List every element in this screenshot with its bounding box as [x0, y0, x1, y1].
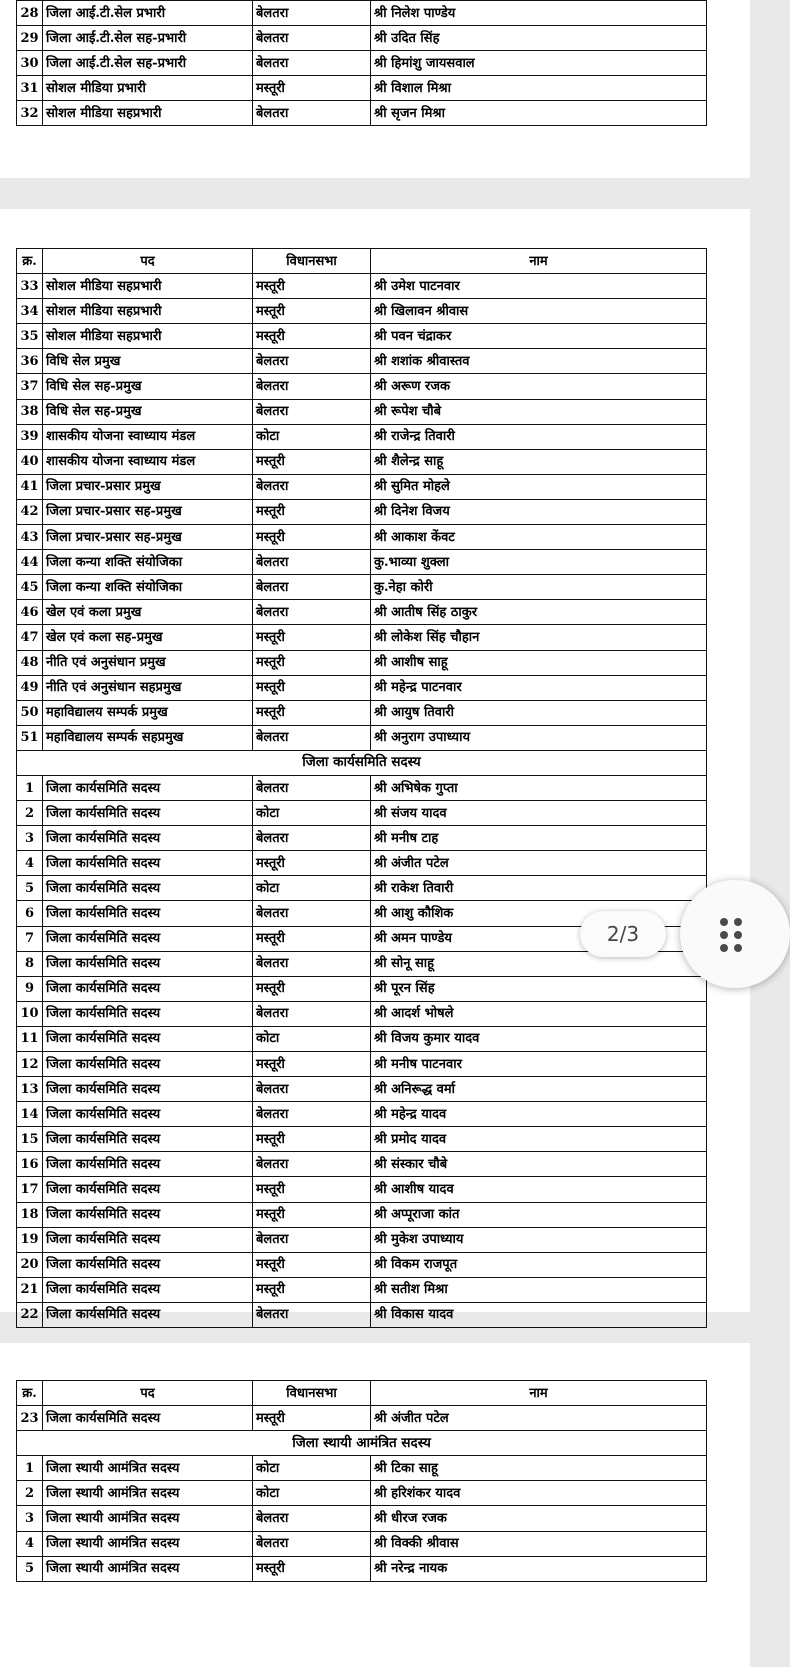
cell-post: जिला कार्यसमिति सदस्य [43, 1277, 253, 1302]
cell-num: 39 [17, 424, 43, 449]
cell-post: जिला कार्यसमिति सदस्य [43, 876, 253, 901]
table-row [17, 575, 707, 600]
table-row [17, 51, 707, 76]
cell-constituency: कोटा [253, 801, 371, 826]
table-row [17, 550, 707, 575]
cell-name: श्री पवन चंद्राकर [371, 324, 707, 349]
cell-num: 10 [17, 1001, 43, 1026]
cell-constituency: मस्तूरी [253, 1277, 371, 1302]
cell-name: श्री प्रमोद यादव [371, 1127, 707, 1152]
cell-num: 50 [17, 700, 43, 725]
table-row [17, 374, 707, 399]
cell-name: श्री आकाश केंवट [371, 525, 707, 550]
cell-num: 30 [17, 51, 43, 76]
cell-num: 41 [17, 474, 43, 499]
section-row-executive [17, 750, 707, 775]
cell-name: श्री हिमांशु जायसवाल [371, 51, 707, 76]
cell-post: जिला कार्यसमिति सदस्य [43, 1077, 253, 1102]
cell-post: जिला कार्यसमिति सदस्य [43, 951, 253, 976]
section-row-invited [17, 1431, 707, 1456]
cell-num: 33 [17, 274, 43, 299]
cell-constituency: बेलतरा [253, 600, 371, 625]
table-row [17, 675, 707, 700]
cell-name: श्री दिनेश विजय [371, 499, 707, 524]
cell-constituency: मस्तूरी [253, 1052, 371, 1077]
cell-constituency: बेलतरा [253, 399, 371, 424]
cell-constituency: बेलतरा [253, 51, 371, 76]
members-table-page-1 [16, 0, 707, 126]
cell-num: 3 [17, 1506, 43, 1531]
cell-num: 47 [17, 625, 43, 650]
cell-post: खेल एवं कला सह-प्रमुख [43, 625, 253, 650]
cell-post: जिला कार्यसमिति सदस्य [43, 1152, 253, 1177]
cell-post: जिला कार्यसमिति सदस्य [43, 1202, 253, 1227]
cell-name: श्री उदित सिंह [371, 26, 707, 51]
table-row [17, 101, 707, 126]
cell-post: विधि सेल सह-प्रमुख [43, 374, 253, 399]
cell-num: 17 [17, 1177, 43, 1202]
cell-num: 3 [17, 826, 43, 851]
cell-post: महाविद्यालय सम्पर्क प्रमुख [43, 700, 253, 725]
cell-post: जिला कार्यसमिति सदस्य [43, 851, 253, 876]
table-row [17, 1481, 707, 1506]
table-row [17, 349, 707, 374]
cell-constituency: मस्तूरी [253, 650, 371, 675]
table-row [17, 1077, 707, 1102]
cell-name: श्री महेन्द्र यादव [371, 1102, 707, 1127]
cell-name: श्री अंजीत पटेल [371, 1406, 707, 1431]
cell-num: 1 [17, 1456, 43, 1481]
cell-post: जिला कार्यसमिति सदस्य [43, 1227, 253, 1252]
cell-name: श्री शशांक श्रीवास्तव [371, 349, 707, 374]
cell-post: जिला कार्यसमिति सदस्य [43, 826, 253, 851]
table-row [17, 1456, 707, 1481]
cell-post: जिला कार्यसमिति सदस्य [43, 801, 253, 826]
table-row [17, 976, 707, 1001]
cell-post: जिला कार्यसमिति सदस्य [43, 901, 253, 926]
cell-num: 44 [17, 550, 43, 575]
cell-num: 32 [17, 101, 43, 126]
table-row [17, 1127, 707, 1152]
cell-constituency: बेलतरा [253, 1077, 371, 1102]
table-row [17, 1531, 707, 1556]
cell-post: जिला आई.टी.सेल सह-प्रभारी [43, 51, 253, 76]
table-row [17, 324, 707, 349]
cell-name: श्री अप्पूराजा कांत [371, 1202, 707, 1227]
cell-name: श्री आशु कौशिक [371, 901, 707, 926]
cell-post: जिला स्थायी आमंत्रित सदस्य [43, 1506, 253, 1531]
cell-constituency: बेलतरा [253, 474, 371, 499]
cell-name: श्री पूरन सिंह [371, 976, 707, 1001]
cell-num: 36 [17, 349, 43, 374]
table-row [17, 1227, 707, 1252]
cell-name: श्री शैलेन्द्र साहू [371, 449, 707, 474]
cell-constituency: मस्तूरी [253, 625, 371, 650]
table-row [17, 1556, 707, 1581]
table-row [17, 775, 707, 800]
table-header-row [17, 249, 707, 274]
table-row [17, 725, 707, 750]
table-row [17, 700, 707, 725]
cell-name: श्री संजय यादव [371, 801, 707, 826]
cell-num: 42 [17, 499, 43, 524]
cell-num: 20 [17, 1252, 43, 1277]
cell-name: श्री विकास यादव [371, 1302, 707, 1327]
cell-constituency: बेलतरा [253, 901, 371, 926]
cell-constituency: बेलतरा [253, 1506, 371, 1531]
table-row [17, 525, 707, 550]
cell-post: शासकीय योजना स्वाध्याय मंडल [43, 424, 253, 449]
table-row [17, 274, 707, 299]
cell-constituency: बेलतरा [253, 725, 371, 750]
cell-num: 7 [17, 926, 43, 951]
cell-constituency: मस्तूरी [253, 499, 371, 524]
cell-name: श्री उमेश पाटनवार [371, 274, 707, 299]
cell-constituency: मस्तूरी [253, 1177, 371, 1202]
table-row [17, 76, 707, 101]
cell-post: जिला आई.टी.सेल सह-प्रभारी [43, 26, 253, 51]
cell-post: जिला कार्यसमिति सदस्य [43, 1026, 253, 1051]
cell-num: 6 [17, 901, 43, 926]
cell-post: विधि सेल प्रमुख [43, 349, 253, 374]
cell-num: 1 [17, 775, 43, 800]
scroll-drag-handle[interactable] [680, 880, 790, 988]
cell-num: 18 [17, 1202, 43, 1227]
table-row [17, 600, 707, 625]
cell-post: जिला प्रचार-प्रसार सह-प्रमुख [43, 499, 253, 524]
document-page-3 [0, 1343, 750, 1667]
cell-constituency: मस्तूरी [253, 851, 371, 876]
cell-post: जिला कार्यसमिति सदस्य [43, 1102, 253, 1127]
cell-num: 9 [17, 976, 43, 1001]
cell-constituency: बेलतरा [253, 26, 371, 51]
cell-name: श्री अंजीत पटेल [371, 851, 707, 876]
table-row [17, 826, 707, 851]
cell-num: 35 [17, 324, 43, 349]
cell-name: श्री रूपेश चौबे [371, 399, 707, 424]
cell-post: जिला स्थायी आमंत्रित सदस्य [43, 1531, 253, 1556]
cell-name: श्री अभिषेक गुप्ता [371, 775, 707, 800]
cell-name: श्री खिलावन श्रीवास [371, 299, 707, 324]
cell-post: सोशल मीडिया सहप्रभारी [43, 299, 253, 324]
cell-post: शासकीय योजना स्वाध्याय मंडल [43, 449, 253, 474]
table-row [17, 399, 707, 424]
cell-post: जिला कार्यसमिति सदस्य [43, 1406, 253, 1431]
cell-post: जिला कार्यसमिति सदस्य [43, 775, 253, 800]
cell-constituency: मस्तूरी [253, 274, 371, 299]
header-post: पद [43, 1381, 253, 1406]
header-num: क्र. [17, 249, 43, 274]
cell-num: 48 [17, 650, 43, 675]
cell-num: 4 [17, 1531, 43, 1556]
cell-num: 2 [17, 1481, 43, 1506]
header-num: क्र. [17, 1381, 43, 1406]
cell-name: श्री आतीष सिंह ठाकुर [371, 600, 707, 625]
cell-name: श्री अनिरूद्ध वर्मा [371, 1077, 707, 1102]
cell-name: श्री सोनू साहू [371, 951, 707, 976]
table-row [17, 1406, 707, 1431]
cell-post: सोशल मीडिया सहप्रभारी [43, 101, 253, 126]
cell-constituency: कोटा [253, 876, 371, 901]
table-row [17, 299, 707, 324]
table-row [17, 650, 707, 675]
cell-post: जिला आई.टी.सेल प्रभारी [43, 1, 253, 26]
header-constituency: विधानसभा [253, 249, 371, 274]
document-page-1 [0, 0, 750, 178]
cell-constituency: बेलतरा [253, 1302, 371, 1327]
cell-num: 8 [17, 951, 43, 976]
cell-num: 37 [17, 374, 43, 399]
cell-name: श्री सतीश मिश्रा [371, 1277, 707, 1302]
header-name: नाम [371, 1381, 707, 1406]
cell-name: श्री टिका साहू [371, 1456, 707, 1481]
table-row [17, 499, 707, 524]
cell-constituency: बेलतरा [253, 775, 371, 800]
header-post: पद [43, 249, 253, 274]
cell-post: जिला कार्यसमिति सदस्य [43, 1052, 253, 1077]
cell-name: श्री सुमित मोहले [371, 474, 707, 499]
cell-constituency: बेलतरा [253, 1, 371, 26]
cell-constituency: बेलतरा [253, 1001, 371, 1026]
cell-constituency: मस्तूरी [253, 324, 371, 349]
cell-name: श्री राकेश तिवारी [371, 876, 707, 901]
page-indicator: 2/3 [580, 911, 666, 957]
table-row [17, 474, 707, 499]
cell-constituency: बेलतरा [253, 1102, 371, 1127]
cell-name: श्री मनीष पाटनवार [371, 1052, 707, 1077]
cell-constituency: मस्तूरी [253, 700, 371, 725]
cell-name: श्री सृजन मिश्रा [371, 101, 707, 126]
cell-name: श्री आदर्श भोषले [371, 1001, 707, 1026]
cell-name: श्री लोकेश सिंह चौहान [371, 625, 707, 650]
cell-num: 5 [17, 1556, 43, 1581]
cell-post: जिला कन्या शक्ति संयोजिका [43, 550, 253, 575]
cell-name: श्री धीरज रजक [371, 1506, 707, 1531]
cell-constituency: मस्तूरी [253, 76, 371, 101]
table-row [17, 1026, 707, 1051]
header-constituency: विधानसभा [253, 1381, 371, 1406]
cell-post: नीति एवं अनुसंधान सहप्रमुख [43, 675, 253, 700]
cell-num: 21 [17, 1277, 43, 1302]
table-row [17, 449, 707, 474]
cell-num: 22 [17, 1302, 43, 1327]
cell-num: 31 [17, 76, 43, 101]
table-row [17, 26, 707, 51]
cell-constituency: बेलतरा [253, 951, 371, 976]
table-row [17, 424, 707, 449]
cell-post: सोशल मीडिया प्रभारी [43, 76, 253, 101]
cell-constituency: बेलतरा [253, 1227, 371, 1252]
document-page-2 [0, 209, 750, 1323]
cell-constituency: कोटा [253, 1026, 371, 1051]
cell-name: श्री विक्की श्रीवास [371, 1531, 707, 1556]
cell-constituency: बेलतरा [253, 575, 371, 600]
section-title-executive: जिला कार्यसमिति सदस्य [17, 750, 707, 775]
cell-post: जिला कार्यसमिति सदस्य [43, 926, 253, 951]
cell-name: श्री अमन पाण्डेय [371, 926, 707, 951]
cell-num: 51 [17, 725, 43, 750]
cell-name: श्री हरिशंकर यादव [371, 1481, 707, 1506]
cell-num: 49 [17, 675, 43, 700]
cell-constituency: कोटा [253, 1481, 371, 1506]
table-header-row [17, 1381, 707, 1406]
cell-post: जिला स्थायी आमंत्रित सदस्य [43, 1556, 253, 1581]
cell-name: कु.नेहा कोरी [371, 575, 707, 600]
cell-num: 12 [17, 1052, 43, 1077]
cell-post: जिला कार्यसमिति सदस्य [43, 1302, 253, 1327]
cell-num: 28 [17, 1, 43, 26]
cell-num: 40 [17, 449, 43, 474]
cell-constituency: मस्तूरी [253, 525, 371, 550]
cell-num: 4 [17, 851, 43, 876]
cell-constituency: बेलतरा [253, 374, 371, 399]
cell-num: 2 [17, 801, 43, 826]
table-row [17, 1506, 707, 1531]
table-row [17, 1177, 707, 1202]
cell-name: कु.भाव्या शुक्ला [371, 550, 707, 575]
cell-name: श्री अरूण रजक [371, 374, 707, 399]
cell-constituency: मस्तूरी [253, 675, 371, 700]
cell-constituency: मस्तूरी [253, 926, 371, 951]
cell-num: 23 [17, 1406, 43, 1431]
drag-handle-icon [720, 918, 742, 952]
cell-name: श्री आशीष साहू [371, 650, 707, 675]
cell-constituency: बेलतरा [253, 1152, 371, 1177]
header-name: नाम [371, 249, 707, 274]
cell-name: श्री आशीष यादव [371, 1177, 707, 1202]
cell-post: जिला कार्यसमिति सदस्य [43, 1177, 253, 1202]
table-row [17, 1252, 707, 1277]
cell-num: 38 [17, 399, 43, 424]
cell-name: श्री विजय कुमार यादव [371, 1026, 707, 1051]
cell-post: जिला कार्यसमिति सदस्य [43, 1252, 253, 1277]
cell-num: 46 [17, 600, 43, 625]
table-row [17, 1052, 707, 1077]
cell-constituency: कोटा [253, 1456, 371, 1481]
table-row [17, 1, 707, 26]
cell-name: श्री मुकेश उपाध्याय [371, 1227, 707, 1252]
table-row [17, 1001, 707, 1026]
cell-num: 11 [17, 1026, 43, 1051]
cell-num: 16 [17, 1152, 43, 1177]
table-row [17, 851, 707, 876]
members-table-page-2 [16, 248, 707, 1328]
cell-post: जिला प्रचार-प्रसार प्रमुख [43, 474, 253, 499]
table-row [17, 1202, 707, 1227]
cell-post: सोशल मीडिया सहप्रभारी [43, 274, 253, 299]
cell-num: 45 [17, 575, 43, 600]
cell-constituency: मस्तूरी [253, 1406, 371, 1431]
cell-post: जिला प्रचार-प्रसार सह-प्रमुख [43, 525, 253, 550]
cell-num: 14 [17, 1102, 43, 1127]
cell-name: श्री विशाल मिश्रा [371, 76, 707, 101]
cell-post: जिला कार्यसमिति सदस्य [43, 976, 253, 1001]
cell-name: श्री आयुष तिवारी [371, 700, 707, 725]
section-title-invited: जिला स्थायी आमंत्रित सदस्य [17, 1431, 707, 1456]
cell-post: जिला कार्यसमिति सदस्य [43, 1001, 253, 1026]
cell-name: श्री निलेश पाण्डेय [371, 1, 707, 26]
table-row [17, 1277, 707, 1302]
cell-constituency: मस्तूरी [253, 1556, 371, 1581]
cell-post: खेल एवं कला प्रमुख [43, 600, 253, 625]
cell-constituency: बेलतरा [253, 101, 371, 126]
table-row [17, 876, 707, 901]
cell-constituency: मस्तूरी [253, 1127, 371, 1152]
cell-num: 19 [17, 1227, 43, 1252]
table-row [17, 801, 707, 826]
cell-post: जिला कार्यसमिति सदस्य [43, 1127, 253, 1152]
cell-name: श्री राजेन्द्र तिवारी [371, 424, 707, 449]
cell-constituency: बेलतरा [253, 349, 371, 374]
cell-num: 13 [17, 1077, 43, 1102]
table-row [17, 1152, 707, 1177]
cell-constituency: मस्तूरी [253, 1252, 371, 1277]
cell-constituency: मस्तूरी [253, 299, 371, 324]
cell-post: जिला स्थायी आमंत्रित सदस्य [43, 1456, 253, 1481]
cell-num: 29 [17, 26, 43, 51]
cell-post: महाविद्यालय सम्पर्क सहप्रमुख [43, 725, 253, 750]
cell-num: 5 [17, 876, 43, 901]
cell-constituency: मस्तूरी [253, 976, 371, 1001]
members-table-page-3 [16, 1380, 707, 1582]
cell-constituency: बेलतरा [253, 1531, 371, 1556]
cell-name: श्री नरेन्द्र नायक [371, 1556, 707, 1581]
cell-constituency: मस्तूरी [253, 449, 371, 474]
cell-name: श्री विकम राजपूत [371, 1252, 707, 1277]
table-row [17, 625, 707, 650]
cell-name: श्री अनुराग उपाध्याय [371, 725, 707, 750]
cell-name: श्री मनीष टाह [371, 826, 707, 851]
cell-num: 34 [17, 299, 43, 324]
cell-name: श्री संस्कार चौबे [371, 1152, 707, 1177]
cell-constituency: कोटा [253, 424, 371, 449]
cell-constituency: बेलतरा [253, 550, 371, 575]
cell-constituency: मस्तूरी [253, 1202, 371, 1227]
cell-num: 43 [17, 525, 43, 550]
cell-constituency: बेलतरा [253, 826, 371, 851]
cell-post: जिला कन्या शक्ति संयोजिका [43, 575, 253, 600]
cell-post: नीति एवं अनुसंधान प्रमुख [43, 650, 253, 675]
table-row [17, 1302, 707, 1327]
table-row [17, 1102, 707, 1127]
cell-num: 15 [17, 1127, 43, 1152]
cell-name: श्री महेन्द्र पाटनवार [371, 675, 707, 700]
cell-post: जिला स्थायी आमंत्रित सदस्य [43, 1481, 253, 1506]
cell-post: विधि सेल सह-प्रमुख [43, 399, 253, 424]
cell-post: सोशल मीडिया सहप्रभारी [43, 324, 253, 349]
